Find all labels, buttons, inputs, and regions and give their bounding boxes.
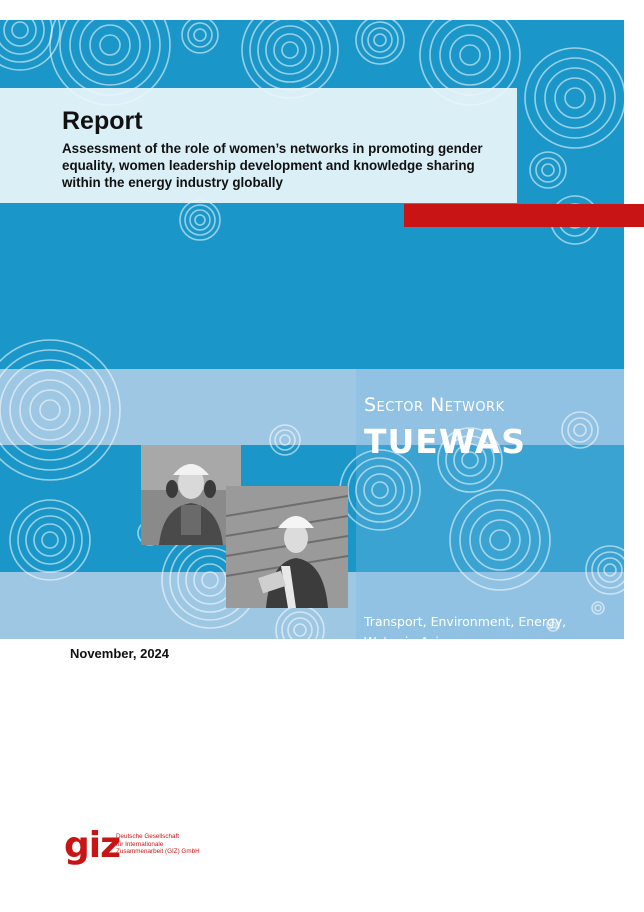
- cover-panel: [0, 20, 624, 649]
- sector-network-title: Sector Network: [364, 394, 505, 416]
- logo-line-3: Zusammenarbeit (GIZ) GmbH: [116, 848, 200, 855]
- tuewas-title: TUEWAS: [364, 422, 527, 461]
- tagline-line-2: Water in Asia: [364, 634, 447, 649]
- logo-line-1: Deutsche Gesellschaft: [116, 833, 179, 840]
- report-subtitle: Assessment of the role of women’s networks in promoting gender equality, women leadership development and knowledge sharing within the energy industry globally: [62, 141, 483, 190]
- woman-with-tablet-photo: [226, 486, 348, 608]
- tagline-line-1: Transport, Environment, Energy,: [364, 614, 567, 629]
- report-title: Report: [62, 107, 143, 135]
- sector-tagline: [364, 612, 604, 652]
- report-date: November, 2024: [70, 646, 170, 661]
- red-accent-bar: [404, 204, 644, 227]
- title-box: [0, 88, 517, 203]
- logo-line-2: für Internationale: [116, 840, 164, 848]
- giz-logo-mark: giz: [64, 825, 121, 866]
- giz-logo-text: [116, 833, 200, 856]
